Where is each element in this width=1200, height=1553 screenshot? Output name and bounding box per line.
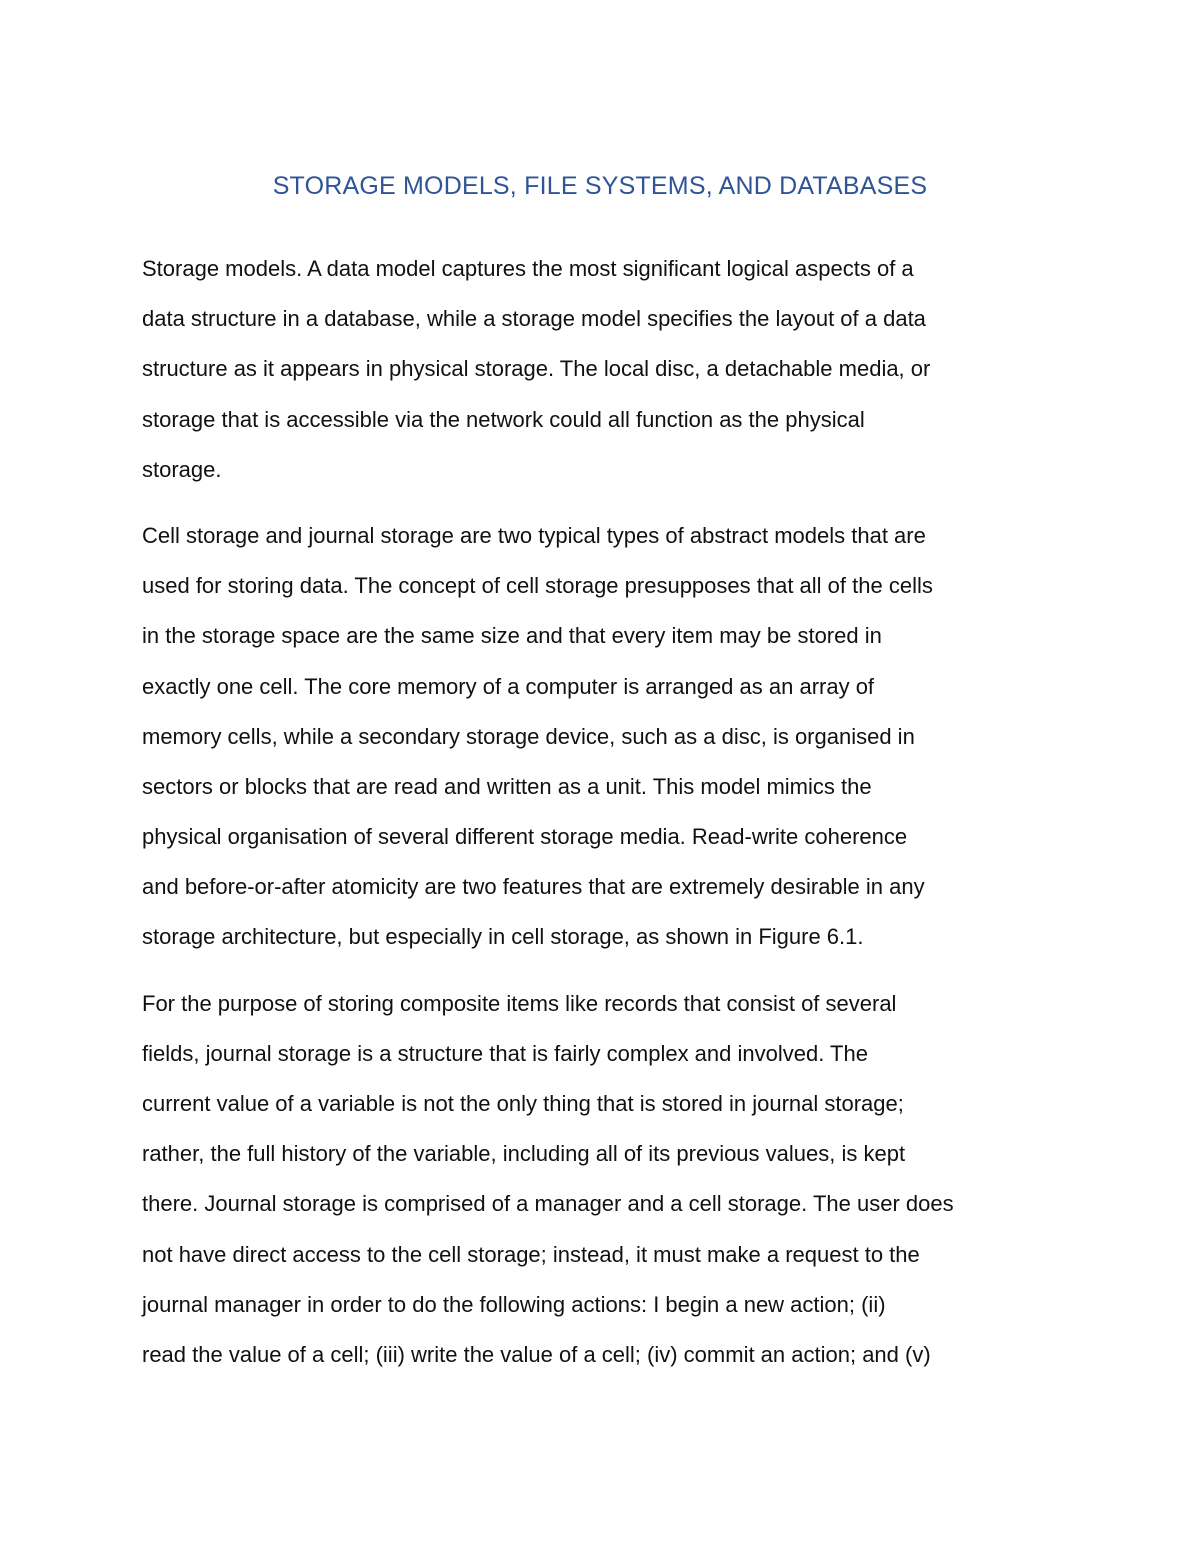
paragraph-spacer: [142, 495, 1062, 511]
paragraph-cell-journal-storage: [142, 511, 1062, 963]
text-line: storage architecture, but especially in cell storage, as shown in Figure 6.1.: [142, 924, 864, 950]
text-line: Storage models. A data model captures the most significant logical aspects of a: [142, 256, 914, 281]
text-line: storage.: [142, 456, 222, 482]
paragraph-spacer: [142, 963, 1062, 979]
text-line: For the purpose of storing composite items like records that consist of several: [142, 990, 897, 1016]
text-line: physical organisation of several different storage media. Read-write coherence: [142, 824, 908, 850]
page-title: STORAGE MODELS, FILE SYSTEMS, AND DATABASES: [272, 172, 928, 200]
paragraph-storage-models: [142, 244, 1062, 495]
text-line: there. Journal storage is comprised of a manager and a cell storage. The user does: [142, 1191, 954, 1217]
text-line: used for storing data. The concept of cell storage presupposes that all of the cells: [142, 573, 933, 599]
text-line: not have direct access to the cell storage; instead, it must make a request to the: [142, 1241, 920, 1267]
text-line: current value of a variable is not the only thing that is stored in journal storage;: [142, 1091, 904, 1116]
text-line: in the storage space are the same size and that every item may be stored in: [142, 623, 882, 649]
text-line: storage that is accessible via the network could all function as the physical: [142, 406, 865, 432]
text-line: memory cells, while a secondary storage device, such as a disc, is organised in: [142, 723, 915, 749]
text-line: and before-or-after atomicity are two features that are extremely desirable in any: [142, 874, 925, 900]
text-line: data structure in a database, while a storage model specifies the layout of a data: [142, 306, 926, 332]
text-line: fields, journal storage is a structure that is fairly complex and involved. The: [142, 1040, 868, 1066]
text-line: Cell storage and journal storage are two typical types of abstract models that are: [142, 522, 926, 548]
document-body: [142, 244, 1062, 1380]
text-line: exactly one cell. The core memory of a computer is arranged as an array of: [142, 673, 875, 699]
text-line: read the value of a cell; (iii) write the value of a cell; (iv) commit an action; and (v): [142, 1341, 931, 1367]
text-line: journal manager in order to do the following actions: I begin a new action; (ii): [142, 1291, 886, 1317]
text-line: rather, the full history of the variable, including all of its previous values, is kept: [142, 1141, 906, 1167]
text-line: sectors or blocks that are read and written as a unit. This model mimics the: [142, 773, 872, 799]
text-line: structure as it appears in physical storage. The local disc, a detachable media, or: [142, 356, 931, 382]
paragraph-journal-storage: [142, 979, 1062, 1381]
